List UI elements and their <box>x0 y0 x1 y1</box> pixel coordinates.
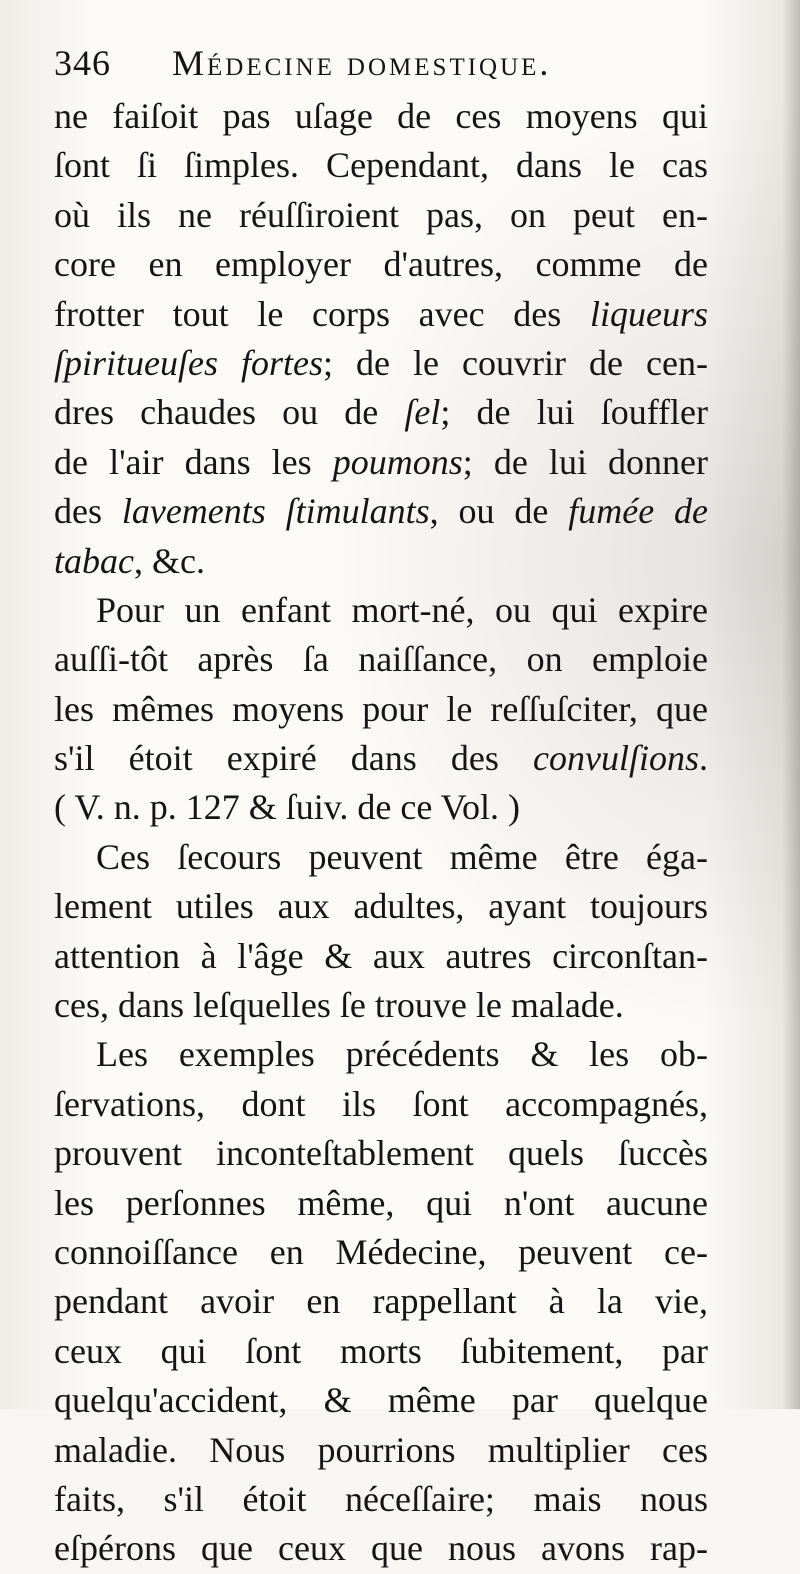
text-line <box>54 290 708 339</box>
text-run: ; de lui ſouffler <box>440 392 708 433</box>
body-text <box>54 92 708 1574</box>
text-line <box>54 1277 708 1326</box>
text-run: faits, s'il étoit néceſſaire; mais nous <box>54 1478 708 1519</box>
text-line <box>54 92 708 141</box>
text-line <box>54 1327 708 1376</box>
text-run: dres chaudes ou de <box>54 392 405 433</box>
italic-phrase: ſpiritueuſes fortes <box>54 342 324 383</box>
text-run: , &c. <box>133 540 205 581</box>
italic-phrase: convulſions <box>533 738 699 779</box>
text-line <box>54 1228 708 1277</box>
text-line <box>54 1030 708 1079</box>
text-run: , ou de <box>429 491 569 532</box>
text-line <box>54 586 708 635</box>
text-run: quelqu'accident, & même par quelque <box>54 1380 708 1421</box>
text-run: les mêmes moyens pour le reſſuſciter, que <box>54 688 708 729</box>
text-run: eſpérons que ceux que nous avons rap- <box>54 1528 708 1569</box>
text-line <box>54 240 708 289</box>
running-title: Médecine domestique. <box>172 43 552 83</box>
text-line <box>54 1179 708 1228</box>
text-run: ; de lui donner <box>462 441 708 482</box>
text-run: ceux qui ſont morts ſubitement, par <box>54 1330 708 1371</box>
text-line <box>54 487 708 536</box>
text-run: . <box>699 738 708 779</box>
text-line <box>54 981 708 1030</box>
text-line <box>54 882 708 931</box>
text-run: ſont ſi ſimples. Cependant, dans le cas <box>54 145 708 186</box>
text-run: Pour un enfant mort-né, ou qui expire <box>96 589 708 630</box>
text-run: frotter tout le corps avec des <box>54 293 590 334</box>
text-line <box>54 833 708 882</box>
text-line <box>54 685 708 734</box>
text-run: Les exemples précédents & les ob- <box>96 1034 708 1075</box>
text-line <box>54 1080 708 1129</box>
text-run: ne faiſoit pas uſage de ces moyens qui <box>54 96 708 136</box>
text-line <box>54 339 708 388</box>
text-run: prouvent inconteſtablement quels ſuccès <box>54 1133 708 1174</box>
text-line <box>54 537 708 586</box>
text-line <box>54 1376 708 1425</box>
text-run: pendant avoir en rappellant à la vie, <box>54 1281 708 1322</box>
text-line <box>54 438 708 487</box>
italic-phrase: tabac <box>54 540 134 581</box>
text-line <box>54 191 708 240</box>
text-run: ; de le couvrir de cen- <box>323 342 708 383</box>
text-line <box>54 1426 708 1475</box>
italic-phrase: liqueurs <box>589 293 708 334</box>
text-line <box>54 388 708 437</box>
text-line <box>54 932 708 981</box>
text-run: ces, dans leſquelles ſe trouve le malade. <box>54 985 624 1026</box>
italic-phrase: fumée de <box>568 491 709 532</box>
text-run: ſervations, dont ils ſont accompagnés, <box>54 1083 708 1124</box>
running-header <box>54 42 754 94</box>
text-run: les perſonnes même, qui n'ont aucune <box>54 1182 708 1223</box>
text-run: connoiſſance en Médecine, peuvent ce- <box>54 1231 708 1272</box>
text-line <box>54 783 708 832</box>
text-run: où ils ne réuſſiroient pas, on peut en- <box>54 194 708 235</box>
italic-phrase: poumons <box>332 441 463 482</box>
text-line <box>54 1475 708 1524</box>
text-line <box>54 635 708 684</box>
text-line <box>54 1129 708 1178</box>
page-edge-shadow <box>782 0 800 1409</box>
text-line <box>54 734 708 783</box>
italic-phrase: ſel <box>404 392 441 433</box>
text-run: s'il étoit expiré dans des <box>54 738 534 779</box>
text-run: lement utiles aux adultes, ayant toujours <box>54 886 708 927</box>
text-line <box>54 141 708 190</box>
page-number: 346 <box>54 43 111 83</box>
text-run: maladie. Nous pourrions multiplier ces <box>54 1429 708 1470</box>
text-run: des <box>54 491 122 532</box>
text-run: auſſi-tôt après ſa naiſſance, on emploie <box>54 639 708 680</box>
italic-phrase: lavements ſtimulants <box>121 491 430 532</box>
text-run: core en employer d'autres, comme de <box>54 244 708 285</box>
text-run: Ces ſecours peuvent même être éga- <box>96 836 708 877</box>
text-run: attention à l'âge & aux autres circonſtan- <box>54 935 708 976</box>
text-run: de l'air dans les <box>54 441 333 482</box>
text-line <box>54 1524 708 1573</box>
text-run: ( V. n. p. 127 & ſuiv. de ce Vol. ) <box>54 787 520 828</box>
